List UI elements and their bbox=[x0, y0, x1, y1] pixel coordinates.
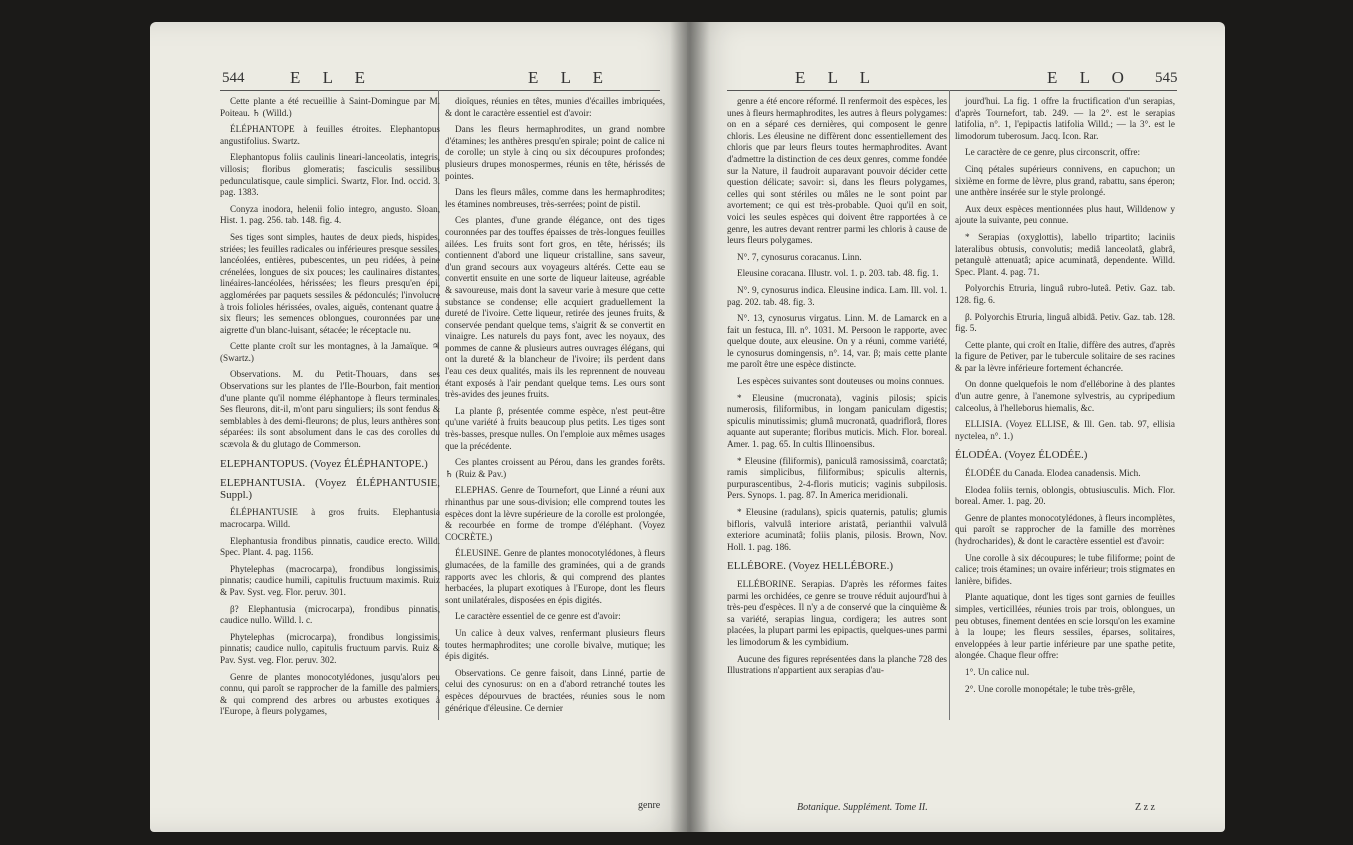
header-rule bbox=[220, 90, 660, 91]
signature-mark: Z z z bbox=[1135, 802, 1155, 813]
right-page bbox=[687, 22, 1225, 832]
paragraph: ELLISIA. (Voyez ELLISE, & Ill. Gen. tab. 97, ellisia nyctelea, n°. 1.) bbox=[955, 419, 1175, 441]
paragraph: Cette plante, qui croît en Italie, diffère des autres, d'après la figure de Petiver, par le tubercule solitaire de ses racines & par la lèvre inférieure fortement échancrée. bbox=[955, 339, 1175, 373]
paragraph: Dans les fleurs hermaphrodites, un grand nombre d'étamines; les anthères presqu'en spirale; point de calice ni de corolle; un style à cinq ou six découpures profondes; plusieurs drupes monospermes, réunis en tête, hérissés de pointes. bbox=[445, 124, 665, 181]
paragraph: Genre de plantes monocotylédones, à fleurs incomplètes, qui paroît se rapprocher de la famille des morrènes (hydrocharides), & dont le caractère essentiel est d'avoir: bbox=[955, 512, 1175, 546]
running-head-right-2: E L O bbox=[1047, 68, 1133, 87]
header-rule bbox=[727, 90, 1177, 91]
paragraph: Un calice à deux valves, renfermant plusieurs fleurs toutes hermaphrodites; une corolle bivalve, mutique; les épis digités. bbox=[445, 627, 665, 662]
paragraph: Cinq pétales supérieurs connivens, en capuchon; un sixième en forme de lèvre, plus grand, rabattu, sans éperon; une anthère insérée sur le style prolongé. bbox=[955, 163, 1175, 198]
page-footer: Botanique. Supplément. Tome II. bbox=[797, 802, 928, 813]
paragraph: ÉLÉPHANTUSIE à gros fruits. Elephantusia macrocarpa. Willd. bbox=[220, 507, 440, 529]
paragraph: Cette plante a été recueillie à Saint-Domingue par M. Poiteau. ♄ (Willd.) bbox=[220, 96, 440, 118]
paragraph: Phytelephas (microcarpa), frondibus longissimis, pinnatis; caudice nullo, capitulis fructuum parvis. Ruiz & Pav. Syst. veg. Flor. peruv. 302. bbox=[220, 631, 440, 665]
paragraph: Genre de plantes monocotylédones, jusqu'alors peu connu, qui paroît se rapprocher de la famille des palmiers, & qui comprend des arbres ou arbustes exotiques à l'Europe, à fleurs polygames, bbox=[220, 671, 440, 717]
paragraph: ELEPHANTUSIA. (Voyez ÉLÉPHANTUSIE, Suppl.) bbox=[220, 477, 440, 501]
paragraph: β? Elephantusia (microcarpa), frondibus pinnatis, caudice nullo. Willd. l. c. bbox=[220, 603, 440, 626]
paragraph: dioïques, réunies en têtes, munies d'écailles imbriquées, & dont le caractère essentiel est d'avoir: bbox=[445, 96, 665, 118]
paragraph: Eleusine coracana. Illustr. vol. 1. p. 203. tab. 48. fig. 1. bbox=[737, 268, 939, 279]
left-column-2 bbox=[445, 96, 665, 719]
paragraph: 2°. Une corolle monopétale; le tube très-grêle, bbox=[965, 683, 1136, 694]
paragraph: Plante aquatique, dont les tiges sont garnies de feuilles simples, verticillées, réunies trois par trois, oblongues, un peu obtuses, finement dentées en scie lorsqu'on les examine à la loupe; les fleurs sessiles, éparses, solitaires, enveloppées à leur partie inférieure par une spathe petite, alongée. Chaque fleur offre: bbox=[955, 592, 1175, 661]
paragraph: Polyorchis Etruria, linguâ rubro-luteâ. Petiv. Gaz. tab. 128. fig. 6. bbox=[955, 283, 1175, 305]
paragraph: Ses tiges sont simples, hautes de deux pieds, hispides, striées; les feuilles radicales ou inférieures presque sessiles, lancéolées, entières, pubescentes, un peu ridées, à peine crénelées, longues de six pouces; les caulinaires distantes, linéaires-lancéolées, hérissées; les fleurs presqu'en épi, agglomérées par paquets sessiles & pédonculés; l'involucre à trois folioles hérissées, ovales, aiguës, contenant quatre à six fleurs; les semences oblongues, couronnées par une aigrette d'un blanc-luisant, sétacée; le réceptacle nu. bbox=[220, 231, 440, 335]
paragraph: * Eleusine (radulans), spicis quaternis, patulis; glumis bifloris, valvulâ interiore aristatâ, perianthii valvulâ exteriore acuminatâ; foliis planis, pilosis. Brown, Nov. Holl. 1. pag. 186. bbox=[727, 507, 947, 552]
paragraph: Le caractère essentiel de ce genre est d'avoir: bbox=[455, 611, 621, 622]
paragraph: Aucune des figures représentées dans la planche 728 des Illustrations n'appartient aux serapias d'au- bbox=[727, 653, 947, 676]
paragraph: La plante β, présentée comme espèce, n'est peut-être qu'une variété à fruits beaucoup plus petits. Les tiges sont très-basses, presque nulles. On l'emploie aux mêmes usages que la précédente. bbox=[445, 405, 665, 451]
left-column-1 bbox=[220, 96, 440, 723]
paragraph: * Eleusine (mucronata), vaginis pilosis; spicis numerosis, filiformibus, in longam paniculam digestis; spiculis minutissimis; glumâ mucronatâ, quadriflorâ, flores aquante aut superante; floribus muticis. Mich. Flor. boreal. Amer. 1. pag. 65. In cultis Illinoensibus. bbox=[727, 392, 947, 450]
paragraph: * Eleusine (filiformis), paniculâ ramosissimâ, coarctatâ; ramis simplicibus, filiformibus; spiculis alternis, purpurascentibus, 2-4-floris muticis; vaginis subpilosis. Pers. Synops. 1. pag. 87. In America meridionali. bbox=[727, 455, 947, 501]
paragraph: β. Polyorchis Etruria, linguâ albidâ. Petiv. Gaz. tab. 128. fig. 5. bbox=[955, 311, 1175, 334]
paragraph: Phytelephas (macrocarpa), frondibus longissimis, pinnatis; caudice humili, capitulis fructuum maximis. Ruiz & Pav. Syst. veg. Flor. peruv. 301. bbox=[220, 563, 440, 597]
paragraph: N°. 13, cynosurus virgatus. Linn. M. de Lamarck en a fait un festuca, Ill. n°. 1031. M. Persoon le rapporte, avec quelque doute, aux eleusine. On y a réuni, comme variété, le cynosurus domingensis, n°. 14, var. β; mais cette plante me paroît être une espèce distincte. bbox=[727, 313, 947, 370]
column-divider bbox=[949, 90, 950, 720]
page-number-right: 545 bbox=[1155, 70, 1178, 86]
paragraph: Elephantusia frondibus pinnatis, caudice erecto. Willd. Spec. Plant. 4. pag. 1156. bbox=[220, 535, 440, 558]
right-column-2 bbox=[955, 96, 1175, 700]
paragraph: N°. 9, cynosurus indica. Eleusine indica. Lam. Ill. vol. 1. pag. 202. tab. 48. fig. 3. bbox=[727, 284, 947, 307]
book-gutter bbox=[670, 22, 710, 832]
running-head-left-2: E L E bbox=[528, 68, 613, 87]
paragraph: * Serapias (oxyglottis), labello tripartito; laciniis lateralibus obtusis, convolutis; mediâ lanceolatâ, glabrâ, petangulè attenuatâ; apice acuminatâ, dependente. Willd. Spec. Plant. 4. pag. 71. bbox=[955, 231, 1175, 277]
paragraph: Aux deux espèces mentionnées plus haut, Willdenow y ajoute la suivante, peu connue. bbox=[955, 203, 1175, 226]
paragraph: Ces plantes croissent au Pérou, dans les grandes forêts. ♄ (Ruiz & Pav.) bbox=[445, 457, 665, 479]
paragraph: ELLÉBORINE. Serapias. D'après les réformes faites parmi les orchidées, ce genre se trouve réduit aujourd'hui à très-peu d'espèces. Il n'y a de conservé que la cinquième & sa variété, serapias lingua, cordigera; les autres sont placées, la plupart parmi les epipactis, quelques-unes parmi les limodorum & les cymbidium. bbox=[727, 578, 947, 647]
running-head-left-1: E L E bbox=[290, 68, 375, 87]
paragraph: Dans les fleurs mâles, comme dans les hermaphrodites; les étamines nombreuses, très-serrées; point de pistil. bbox=[445, 187, 665, 209]
paragraph: 1°. Un calice nul. bbox=[965, 666, 1030, 677]
paragraph: ÉLODÉE du Canada. Elodea canadensis. Mich. bbox=[965, 468, 1141, 479]
paragraph: ÉLÉPHANTOPE à feuilles étroites. Elephantopus angustifolius. Swartz. bbox=[220, 124, 440, 146]
right-column-1 bbox=[727, 96, 947, 682]
paragraph: Conyza inodora, helenii folio integro, angusto. Sloan, Hist. 1. pag. 256. tab. 148. fig. 4. bbox=[220, 203, 440, 226]
paragraph: Elephantopus foliis caulinis lineari-lanceolatis, integris, villosis; floribus glomeratis; fasciculis sessilibus pedunculatisque, caule simplici. Swartz, Flor. Ind. occid. 3. pag. 1383. bbox=[220, 152, 440, 198]
paragraph: jourd'hui. La fig. 1 offre la fructification d'un serapias, d'après Tournefort, tab. 249. — la 2°. est le serapias latifolia, n°. 1, l'epipactis latifolia Willd.; — la 3°. est le limodorum tuberosum. Jacq. Icon. Rar. bbox=[955, 96, 1175, 141]
running-head-right-1: E L L bbox=[795, 68, 880, 87]
paragraph: Elodea foliis ternis, oblongis, obtusiusculis. Mich. Flor. boreal. Amer. 1. pag. 20. bbox=[955, 484, 1175, 507]
paragraph: genre a été encore réformé. Il renfermoit des espèces, les unes à fleurs hermaphrodites, les autres à fleurs polygames: on en a séparé ces dernières, qui composent le genre chloris. Les éleusine ne diffèrent donc essentiellement des chloris que par leurs fleurs toutes hermaphrodites. Avant d'admettre la distinction de ces deux genres, comme fondée sur la Nature, il faudroit auparavant pouvoir décider cette question délicate; savoir: si, dans les fleurs polygames, celles qui sont stériles ou mâles ne le sont point par avortement; ce qui est très-probable. Quoi qu'il en soit, voici les seules espèces qui doivent être rapportées à ce genre, les autres devant rentrer parmi les chloris à cause de leurs fleurs polygames. bbox=[727, 96, 947, 246]
paragraph: ÉLODÉA. (Voyez ÉLODÉE.) bbox=[955, 449, 1088, 462]
paragraph: Ces plantes, d'une grande élégance, ont des tiges couronnées par des touffes épaisses de très-longues feuilles ailées. Les fruits sont fort gros, en tête, hérissés; ils contiennent d'abord une liqueur cristalline, sans saveur, d'un grand secours aux voyageurs altérés. Cette eau se convertit ensuite en une sorte de liqueur laiteuse, agréable & savoureuse, mais dont la saveur varie à mesure que cette substance se condense; elle acquiert graduellement la dureté de l'ivoire. Cette liqueur, retirée des jeunes fruits, & conservée pendant quelque tems, s'aigrit & se convertit en vinaigre. Les naturels du pays font, avec les noyaux, des pommes de canne & plusieurs autres ouvrages élégans, qui ont la dureté & la blancheur de l'ivoire; ils perdent dans l'eau ces deux qualités, mais ils les reprennent de nouveau étant exposés à l'air pendant quelque tems. Les ours sont très-avides des jeunes fruits. bbox=[445, 215, 665, 400]
page-number-left: 544 bbox=[222, 70, 245, 86]
left-page bbox=[150, 22, 695, 832]
paragraph: ELEPHANTOPUS. (Voyez ÉLÉPHANTOPE.) bbox=[220, 457, 428, 470]
paragraph: ÉLEUSINE. Genre de plantes monocotylédones, à fleurs glumacées, de la famille des graminées, qui a de grands rapports avec les chloris, & qui comprend des plantes herbacées, la plupart exotiques à l'Europe, dont les fleurs sont unilatérales, disposées en épis digités. bbox=[445, 548, 665, 605]
paragraph: Une corolle à six découpures; le tube filiforme; point de calice; trois étamines; un ovaire inférieur; trois stigmates en lanière, bifides. bbox=[955, 552, 1175, 586]
paragraph: N°. 7, cynosurus coracanus. Linn. bbox=[737, 251, 862, 262]
paragraph: ELEPHAS. Genre de Tournefort, que Linné a réuni aux rhinanthus par une sous-division; elle comprend toutes les espèces dont la lèvre supérieure de la corolle est prolongée, & recourbée en forme de trompe d'éléphant. (Voyez COCRÈTE.) bbox=[445, 485, 665, 542]
paragraph: Observations. M. du Petit-Thouars, dans ses Observations sur les plantes de l'Ile-Bourbon, fait mention d'une plante qu'il nomme éléphantope à fleurs terminales. Ses fleurons, dit-il, m'ont paru singuliers; ils sont fendus & semblables à des demi-fleurons; de plus, leurs anthères sont séparées: ils sont absolument dans le cas des corolles du scævola & du glutago de Commerson. bbox=[220, 369, 440, 450]
paragraph: ELLÉBORE. (Voyez HELLÉBORE.) bbox=[727, 560, 893, 573]
book-spread bbox=[150, 22, 1225, 832]
paragraph: Cette plante croît sur les montagnes, à la Jamaïque. ♃ (Swartz.) bbox=[220, 341, 440, 363]
catchword-left: genre bbox=[638, 800, 661, 811]
paragraph: Le caractère de ce genre, plus circonscrit, offre: bbox=[965, 147, 1141, 158]
paragraph: Les espèces suivantes sont douteuses ou moins connues. bbox=[737, 376, 945, 387]
paragraph: Observations. Ce genre faisoit, dans Linné, partie de celui des cynosurus: on en a d'abord retranché toutes les espèces dépourvues de bractées, réunies sous le nom générique d'éleusine. Ce dernier bbox=[445, 667, 665, 713]
paragraph: On donne quelquefois le nom d'elléborine à des plantes d'un autre genre, à l'anemone sylvestris, au cypripedium calceolus, à l'helleborus hiemalis, &c. bbox=[955, 379, 1175, 413]
